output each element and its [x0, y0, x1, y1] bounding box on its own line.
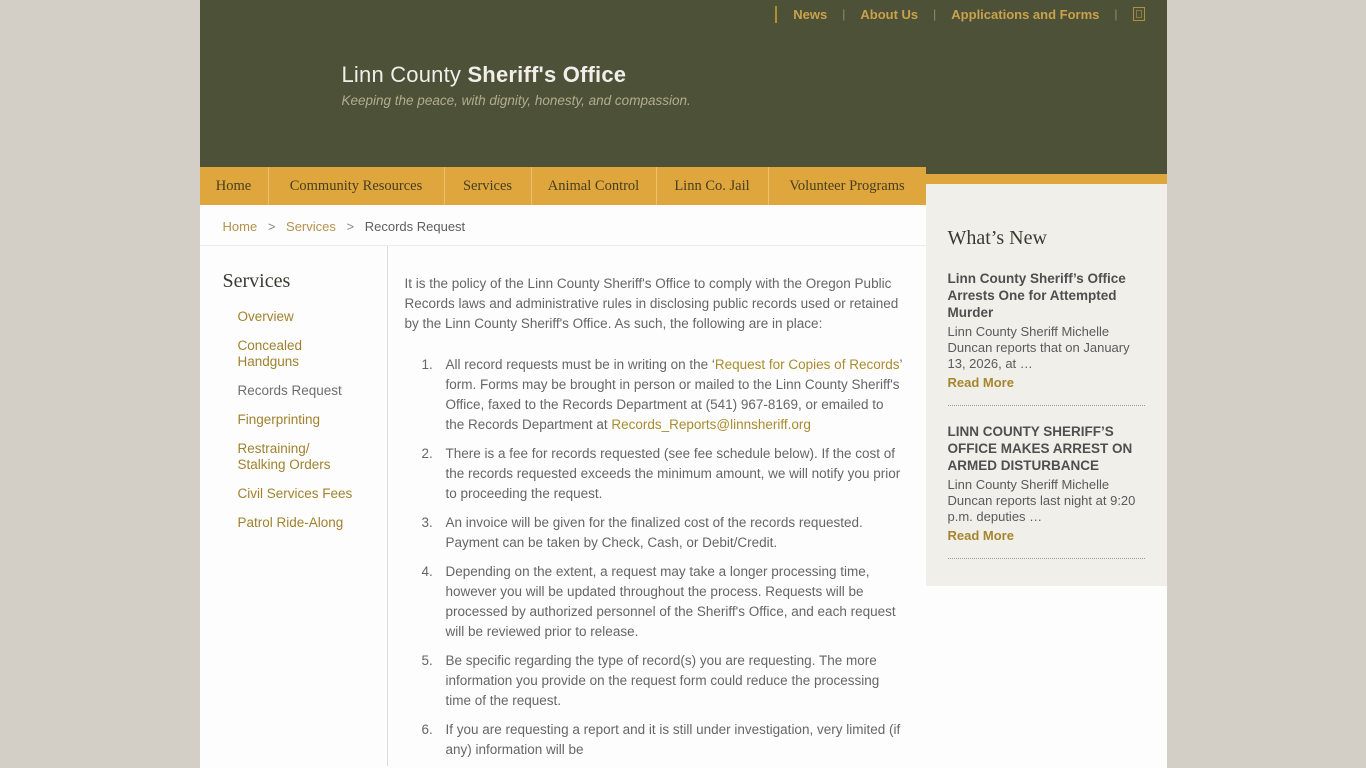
news-title[interactable]: LINN COUNTY SHERIFF’S OFFICE MAKES ARREST ON ARMED DISTURBANCE — [947, 424, 1133, 473]
list-item — [238, 441, 361, 473]
tab-linn-co-jail[interactable]: Linn Co. Jail — [656, 167, 768, 205]
divider — [775, 6, 777, 23]
top-nav-news[interactable]: News — [793, 6, 828, 22]
decorative-strip-green — [926, 167, 1167, 174]
list-item — [238, 383, 361, 399]
site-title — [342, 62, 1167, 88]
list-item-text: If you are requesting a report and it is still under investigation, very limited (if any) information will be — [445, 722, 901, 757]
news-excerpt: Linn County Sheriff Michelle Duncan reports last night at 9:20 p.m. deputies … — [947, 477, 1136, 524]
divider — [948, 405, 1145, 406]
whats-new-sidebar — [926, 205, 1167, 768]
breadcrumb-home[interactable]: Home — [222, 219, 258, 234]
sidebar-item-fingerprinting[interactable]: Fingerprinting — [237, 412, 321, 427]
sidebar-item-records-request: Records Request — [237, 383, 342, 398]
nav-right-decoration — [926, 167, 1167, 205]
request-form-link[interactable]: Request for Copies of Records — [714, 357, 900, 372]
sidebar-item-civil-services-fees[interactable]: Civil Services Fees — [237, 486, 353, 501]
nav-row — [200, 167, 1167, 205]
content-row — [200, 205, 1167, 768]
services-heading: Services — [222, 270, 291, 292]
tab-home[interactable]: Home — [215, 178, 252, 194]
list-item — [238, 338, 361, 370]
read-more-link[interactable]: Read More — [947, 375, 1014, 390]
page-container — [200, 0, 1167, 768]
tab-services[interactable]: Services — [444, 167, 531, 205]
list-item — [238, 412, 361, 428]
main-nav — [200, 167, 926, 205]
list-item — [437, 513, 906, 553]
records-email-link[interactable]: Records_Reports@linnsheriff.org — [611, 417, 811, 432]
list-item-text: There is a fee for records requested (see fee schedule below). If the cost of the records requested exceeds the minimum amount, we will notify you prior to proceeding the request. — [445, 446, 901, 501]
intro-paragraph: It is the policy of the Linn County Sheriff's Office to comply with the Oregon Public Records laws and administrative rules in disclosing public records used or retained by the Linn County Sheriff's Office. As such, the following are in place: — [404, 276, 899, 331]
sidebar-item-concealed-handguns[interactable]: Concealed Handguns — [237, 338, 303, 369]
article-content — [388, 246, 926, 766]
site-header — [200, 0, 1167, 167]
whats-new-heading: What’s New — [947, 227, 1047, 249]
list-item-text: An invoice will be given for the finalized cost of the records requested. Payment can be taken by Check, Cash, or Debit/Credit. — [445, 515, 863, 550]
whats-new-box — [926, 205, 1167, 586]
list-item-text: Depending on the extent, a request may take a longer processing time, however you will be updated throughout the process. Requests will be processed by authorized personnel of the Sheriff's Office, and each request will be reviewed prior to release. — [445, 564, 896, 639]
list-item — [238, 309, 361, 325]
services-menu — [223, 309, 361, 531]
top-utility-nav — [775, 4, 1144, 24]
top-nav-applications-and-forms[interactable]: Applications and Forms — [951, 6, 1100, 22]
breadcrumb-separator: > — [267, 219, 276, 234]
sidebar-item-restraining-stalking-orders[interactable]: Restraining/ Stalking Orders — [237, 441, 331, 472]
content-columns — [200, 246, 926, 766]
site-title-regular: Linn County — [341, 62, 462, 87]
search-icon[interactable] — [1133, 7, 1145, 21]
list-item — [437, 355, 906, 435]
news-item — [948, 423, 1145, 559]
read-more-link[interactable]: Read More — [947, 528, 1014, 543]
list-item-text: All record requests must be in writing on the ‘ — [445, 357, 715, 372]
breadcrumb — [200, 205, 926, 246]
main-panel — [200, 205, 926, 768]
list-item — [437, 444, 906, 504]
divider — [948, 558, 1145, 559]
sidebar-item-patrol-ride-along[interactable]: Patrol Ride-Along — [237, 515, 344, 530]
breadcrumb-current: Records Request — [364, 219, 466, 234]
list-item-text: ’ form. Forms may be brought in person or mailed to the Linn County Sheriff's Office, faxed to the Records Department at (541) 967-8169, or emailed to the Records Department at — [445, 357, 902, 432]
list-item — [437, 651, 906, 711]
tab-animal-control[interactable]: Animal Control — [531, 167, 656, 205]
top-nav-about-us[interactable]: About Us — [860, 6, 919, 22]
records-policy-list — [405, 355, 906, 760]
sidebar-item-overview[interactable]: Overview — [237, 309, 294, 324]
breadcrumb-services[interactable]: Services — [286, 219, 336, 234]
services-sidebar — [200, 246, 388, 766]
list-item — [437, 562, 906, 642]
tab-community-resources[interactable]: Community Resources — [268, 167, 444, 205]
decorative-strip-gray — [926, 184, 1167, 205]
site-tagline: Keeping the peace, with dignity, honesty, and compassion. — [341, 93, 691, 108]
list-item — [238, 486, 361, 502]
news-excerpt: Linn County Sheriff Michelle Duncan reports that on January 13, 2026, at … — [947, 324, 1130, 371]
divider: | — [1114, 7, 1118, 21]
list-item-text: Be specific regarding the type of record(s) you are requesting. The more information you provide on the request form could reduce the processing time of the request. — [445, 653, 880, 708]
list-item — [238, 515, 361, 531]
decorative-strip-gold — [926, 174, 1167, 184]
divider: | — [842, 7, 846, 21]
breadcrumb-separator: > — [346, 219, 355, 234]
news-item — [948, 270, 1145, 406]
list-item — [437, 720, 906, 760]
tab-volunteer-programs[interactable]: Volunteer Programs — [768, 167, 926, 205]
divider: | — [933, 7, 937, 21]
news-title[interactable]: Linn County Sheriff’s Office Arrests One for Attempted Murder — [947, 271, 1126, 320]
site-title-bold: Sheriff's Office — [467, 62, 627, 87]
